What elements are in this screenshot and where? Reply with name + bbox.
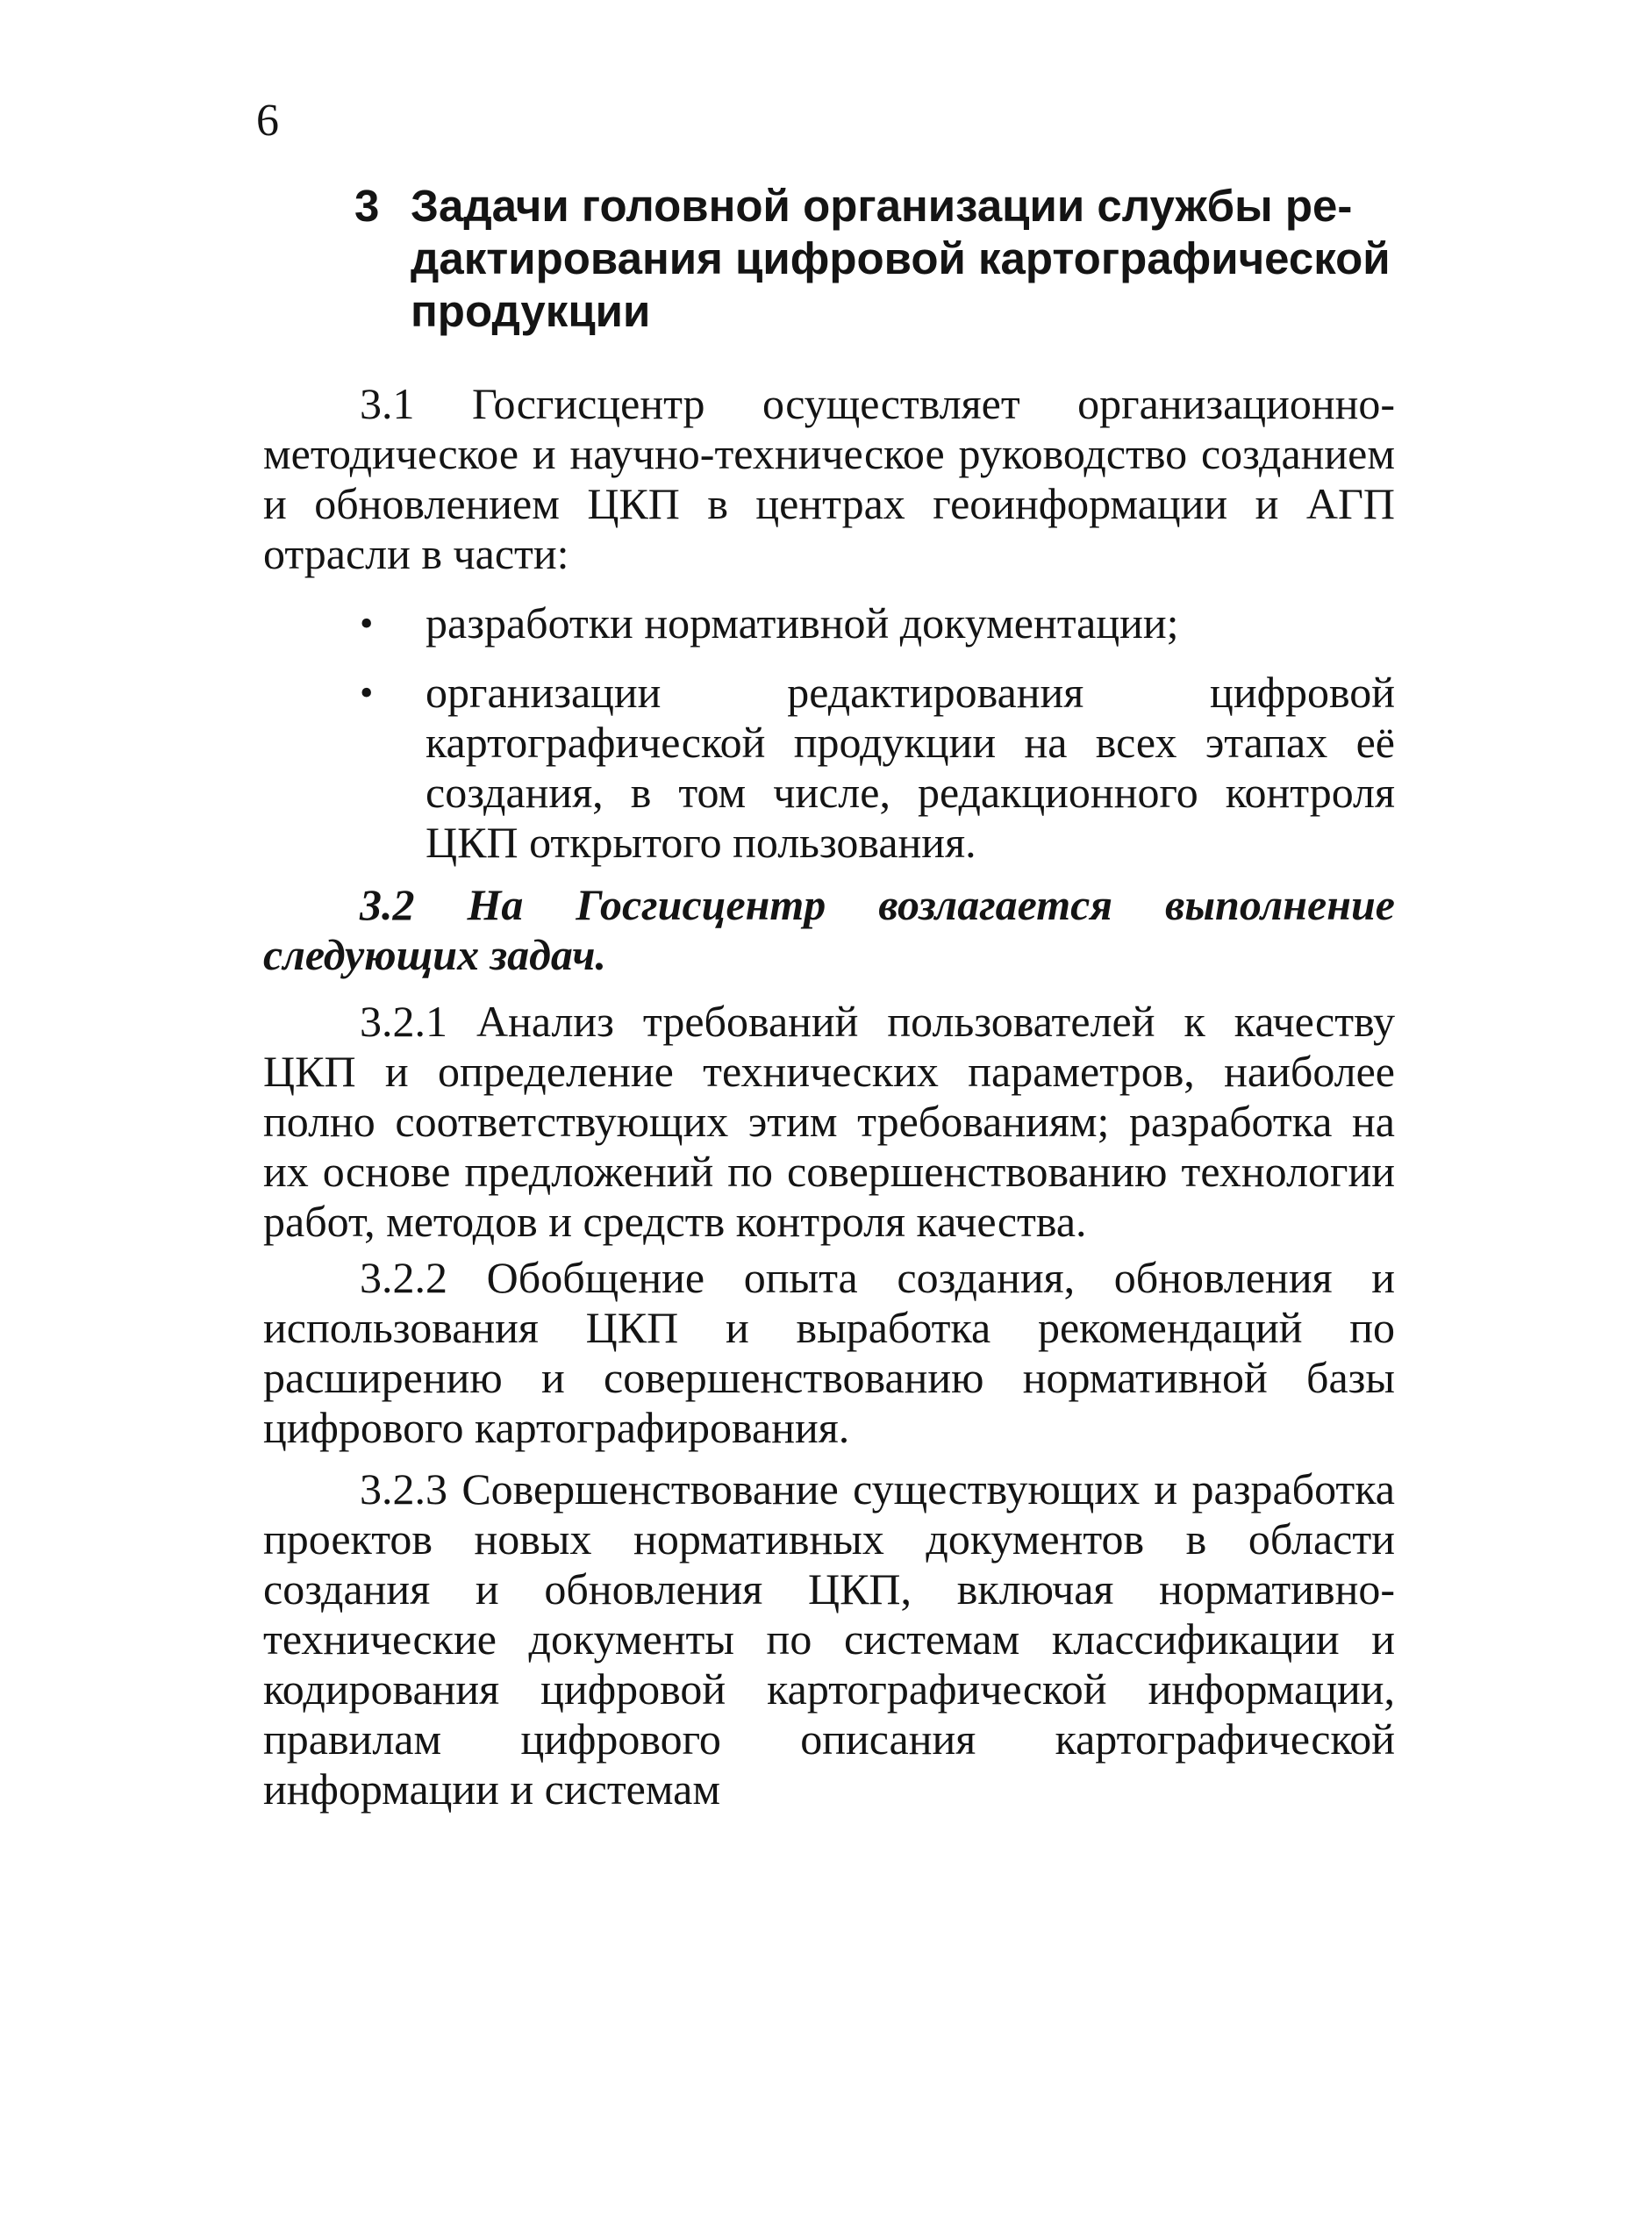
page-number: 6 — [256, 96, 279, 146]
bullet-list — [263, 598, 1395, 868]
paragraph-3-1 — [263, 379, 1395, 579]
list-item — [263, 598, 1395, 648]
paragraph-3-2-2-text: 3.2.2 Обобщение опыта создания, обновления и использования ЦКП и выработка рекомендаций по расширению и совершенствованию нормативной базы цифрового картографирования. — [263, 1253, 1395, 1452]
bullet-items — [263, 598, 1395, 868]
paragraph-3-2-2 — [263, 1253, 1395, 1453]
paragraph-3-1-text: 3.1 Госгисцентр осуществляет организационно-методическое и научно-техническое руководство созданием и обновлением ЦКП в центрах геоинформации и АГП отрасли в части: — [263, 379, 1395, 578]
list-item-text: разработки нормативной документации; — [426, 598, 1179, 648]
section-number: 3 — [354, 181, 380, 231]
paragraph-3-2-3-text: 3.2.3 Совершенствование существующих и разработка проектов новых нормативных документов в области создания и обновления ЦКП, включая нормативно-технические документы по системам классификации и кодирования цифровой картографической информации, правилам цифрового описания картографической информации и системам — [263, 1464, 1395, 1814]
paragraph-3-2-1-text: 3.2.1 Анализ требований пользователей к качеству ЦКП и определение технических параметров, наиболее полно соответствующих этим требованиям; разработка на их основе предложений по совершенствованию технологии работ, методов и средств контроля качества. — [263, 997, 1395, 1246]
bullet-icon: • — [360, 671, 374, 714]
section-heading — [354, 180, 1416, 338]
bullet-icon: • — [360, 602, 374, 645]
list-item — [263, 668, 1395, 868]
paragraph-3-2 — [263, 880, 1395, 980]
paragraph-3-2-text: 3.2 На Госгисцентр возлагается выполнение следующих задач. — [263, 880, 1395, 979]
list-item-text: организации редактирования цифровой картографической продукции на всех этапах её создания, в том числе, редакционного контроля ЦКП открытого пользования. — [426, 668, 1395, 867]
section-title: Задачи головной организации службы ре- дактирования цифровой картографической продукции — [411, 181, 1391, 336]
paragraph-3-2-1 — [263, 997, 1395, 1247]
paragraph-3-2-3 — [263, 1464, 1395, 1814]
